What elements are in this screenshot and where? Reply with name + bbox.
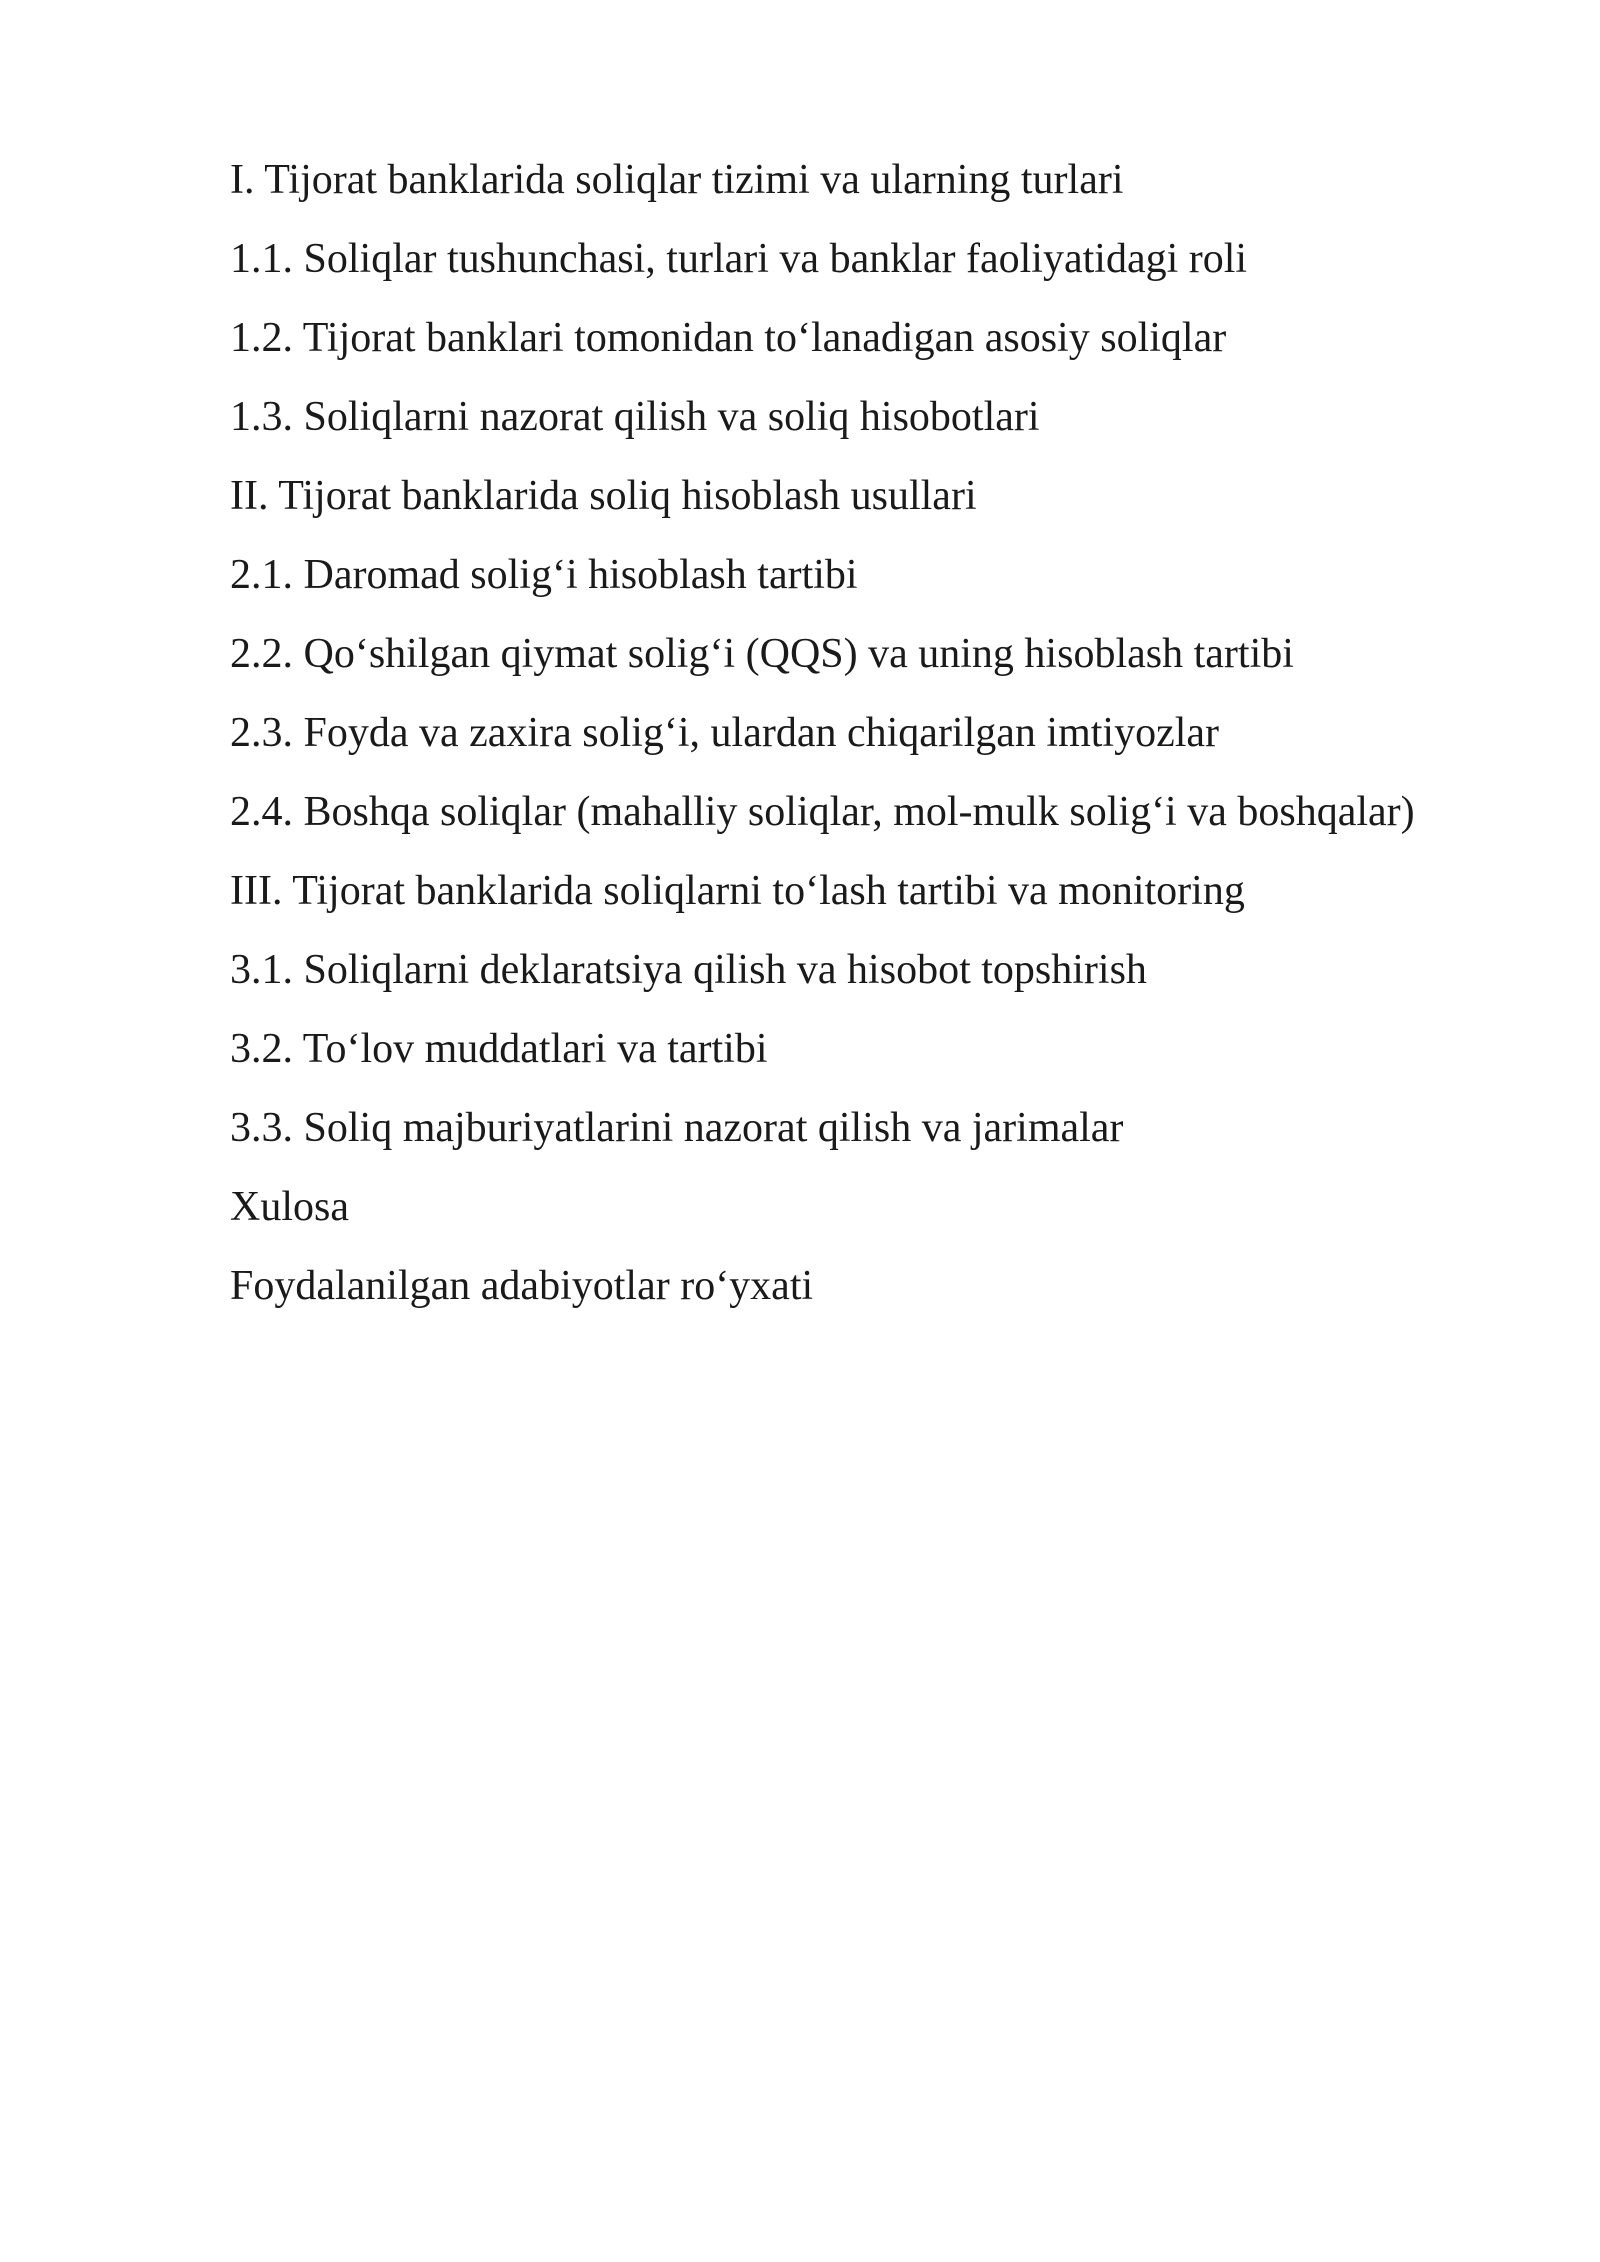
toc-entry-1-3: 1.3. Soliqlarni nazorat qilish va soliq hisobotlari xyxy=(230,394,1040,440)
toc-entry-2-2: 2.2. Qo‘shilgan qiymat solig‘i (QQS) va uning hisoblash tartibi xyxy=(230,631,1294,677)
toc-entry-conclusion: Xulosa xyxy=(230,1184,349,1230)
toc-entry-1-2: 1.2. Tijorat banklari tomonidan to‘lanadigan asosiy soliqlar xyxy=(230,315,1227,361)
toc-entry-part-3: III. Tijorat banklarida soliqlarni to‘lash tartibi va monitoring xyxy=(230,868,1245,914)
toc-entry-references: Foydalanilgan adabiyotlar ro‘yxati xyxy=(230,1263,814,1309)
toc-entry-3-3: 3.3. Soliq majburiyatlarini nazorat qilish va jarimalar xyxy=(230,1105,1124,1151)
toc-entry-2-4: 2.4. Boshqa soliqlar (mahalliy soliqlar, mol-mulk solig‘i va boshqalar) xyxy=(230,789,1415,835)
table-of-contents xyxy=(230,150,1530,1335)
toc-entry-2-3: 2.3. Foyda va zaxira solig‘i, ulardan chiqarilgan imtiyozlar xyxy=(230,710,1220,756)
toc-entry-1-1: 1.1. Soliqlar tushunchasi, turlari va banklar faoliyatidagi roli xyxy=(230,236,1248,282)
toc-entry-part-1: I. Tijorat banklarida soliqlar tizimi va ularning turlari xyxy=(230,157,1124,203)
toc-entry-part-2: II. Tijorat banklarida soliq hisoblash usullari xyxy=(230,473,977,519)
toc-entry-3-2: 3.2. To‘lov muddatlari va tartibi xyxy=(230,1026,768,1072)
toc-entry-2-1: 2.1. Daromad solig‘i hisoblash tartibi xyxy=(230,552,858,598)
toc-entry-3-1: 3.1. Soliqlarni deklaratsiya qilish va hisobot topshirish xyxy=(230,947,1147,993)
